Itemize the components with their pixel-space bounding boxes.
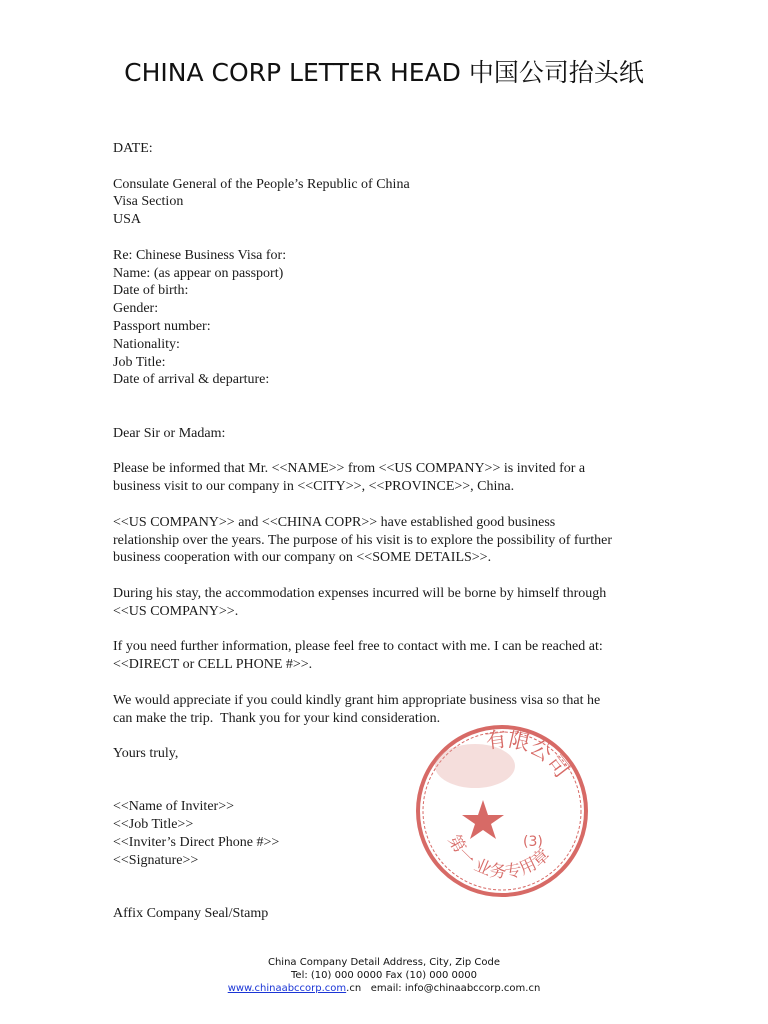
recipient-line: Consulate General of the People’s Republic of China [113, 176, 410, 192]
recipient-line: Visa Section [113, 194, 184, 210]
spacer [113, 674, 653, 692]
paragraph-line: business cooperation with our company on <<SOME DETAILS>>. [113, 550, 492, 566]
subject-line: Name: (as appear on passport) [113, 265, 284, 281]
signature-line: <<Inviter’s Direct Phone #>> [113, 835, 280, 851]
seal-graphic [413, 722, 591, 900]
spacer [113, 621, 653, 639]
footer-email: email: info@chinaabccorp.com.cn [361, 983, 541, 994]
spacer [113, 158, 653, 176]
subject-line: Passport number: [113, 318, 211, 334]
paragraph-relationship [113, 514, 653, 567]
paragraph-contact [113, 638, 653, 674]
seal-note: Affix Company Seal/Stamp [113, 906, 269, 922]
spacer [113, 567, 653, 585]
subject-block [113, 247, 653, 389]
paragraph-line: <<DIRECT or CELL PHONE #>>. [113, 657, 313, 673]
star-icon [462, 800, 504, 839]
paragraph-line: relationship over the years. The purpose of his visit is to explore the possibility of further [113, 532, 612, 548]
salutation: Dear Sir or Madam: [113, 425, 226, 441]
footer-contact-line [0, 982, 768, 995]
closing: Yours truly, [113, 746, 179, 762]
paragraph-line: can make the trip. Thank you for your kind consideration. [113, 710, 441, 726]
subject-line: Gender: [113, 301, 159, 317]
recipient-block [113, 176, 653, 229]
signature-line: <<Job Title>> [113, 817, 194, 833]
spacer [113, 389, 653, 407]
seal-text-top: 有限公司 [484, 727, 575, 782]
footer-address: China Company Detail Address, City, Zip Code [267, 957, 501, 968]
date-label: DATE: [113, 141, 153, 156]
subject-line: Date of arrival & departure: [113, 372, 270, 388]
paragraph-line: We would appreciate if you could kindly grant him appropriate business visa so that he [113, 692, 601, 708]
paragraph-line: business visit to our company in <<CITY>>, <<PROVINCE>>, China. [113, 479, 515, 495]
subject-line: Nationality: [113, 336, 180, 352]
subject-line: Date of birth: [113, 283, 189, 299]
letterhead-title: CHINA CORP LETTER HEAD 中国公司抬头纸 [124, 58, 644, 87]
paragraph-line: During his stay, the accommodation expenses incurred will be borne by himself through [113, 585, 607, 601]
paragraph-line: <<US COMPANY>>. [113, 603, 239, 619]
signature-line: <<Signature>> [113, 852, 199, 868]
spacer [113, 229, 653, 247]
footer-website-suffix: .cn [346, 983, 362, 994]
paragraph-line: If you need further information, please feel free to contact with me. I can be reached at: [113, 639, 603, 655]
spacer [113, 443, 653, 461]
seal-text-bottom: 第一 业务专用章 [443, 831, 555, 883]
paragraph-line: <<US COMPANY>> and <<CHINA COPR>> have established good business [113, 514, 556, 530]
subject-line: Job Title: [113, 354, 166, 370]
seal-number: (3) [523, 834, 543, 850]
footer-phone-fax: Tel: (10) 000 0000 Fax (10) 000 0000 [291, 970, 477, 981]
spacer [113, 407, 653, 425]
recipient-line: USA [113, 212, 142, 228]
footer-website-link[interactable]: www.chinaabccorp.com [227, 983, 347, 994]
letter-footer [0, 956, 768, 995]
company-seal-stamp [413, 722, 591, 900]
signature-line: <<Name of Inviter>> [113, 799, 234, 815]
paragraph-expenses [113, 585, 653, 621]
paragraph-invitation [113, 460, 653, 496]
paragraph-line: Please be informed that Mr. <<NAME>> from <<US COMPANY>> is invited for a [113, 461, 586, 477]
spacer [113, 496, 653, 514]
subject-line: Re: Chinese Business Visa for: [113, 247, 287, 263]
